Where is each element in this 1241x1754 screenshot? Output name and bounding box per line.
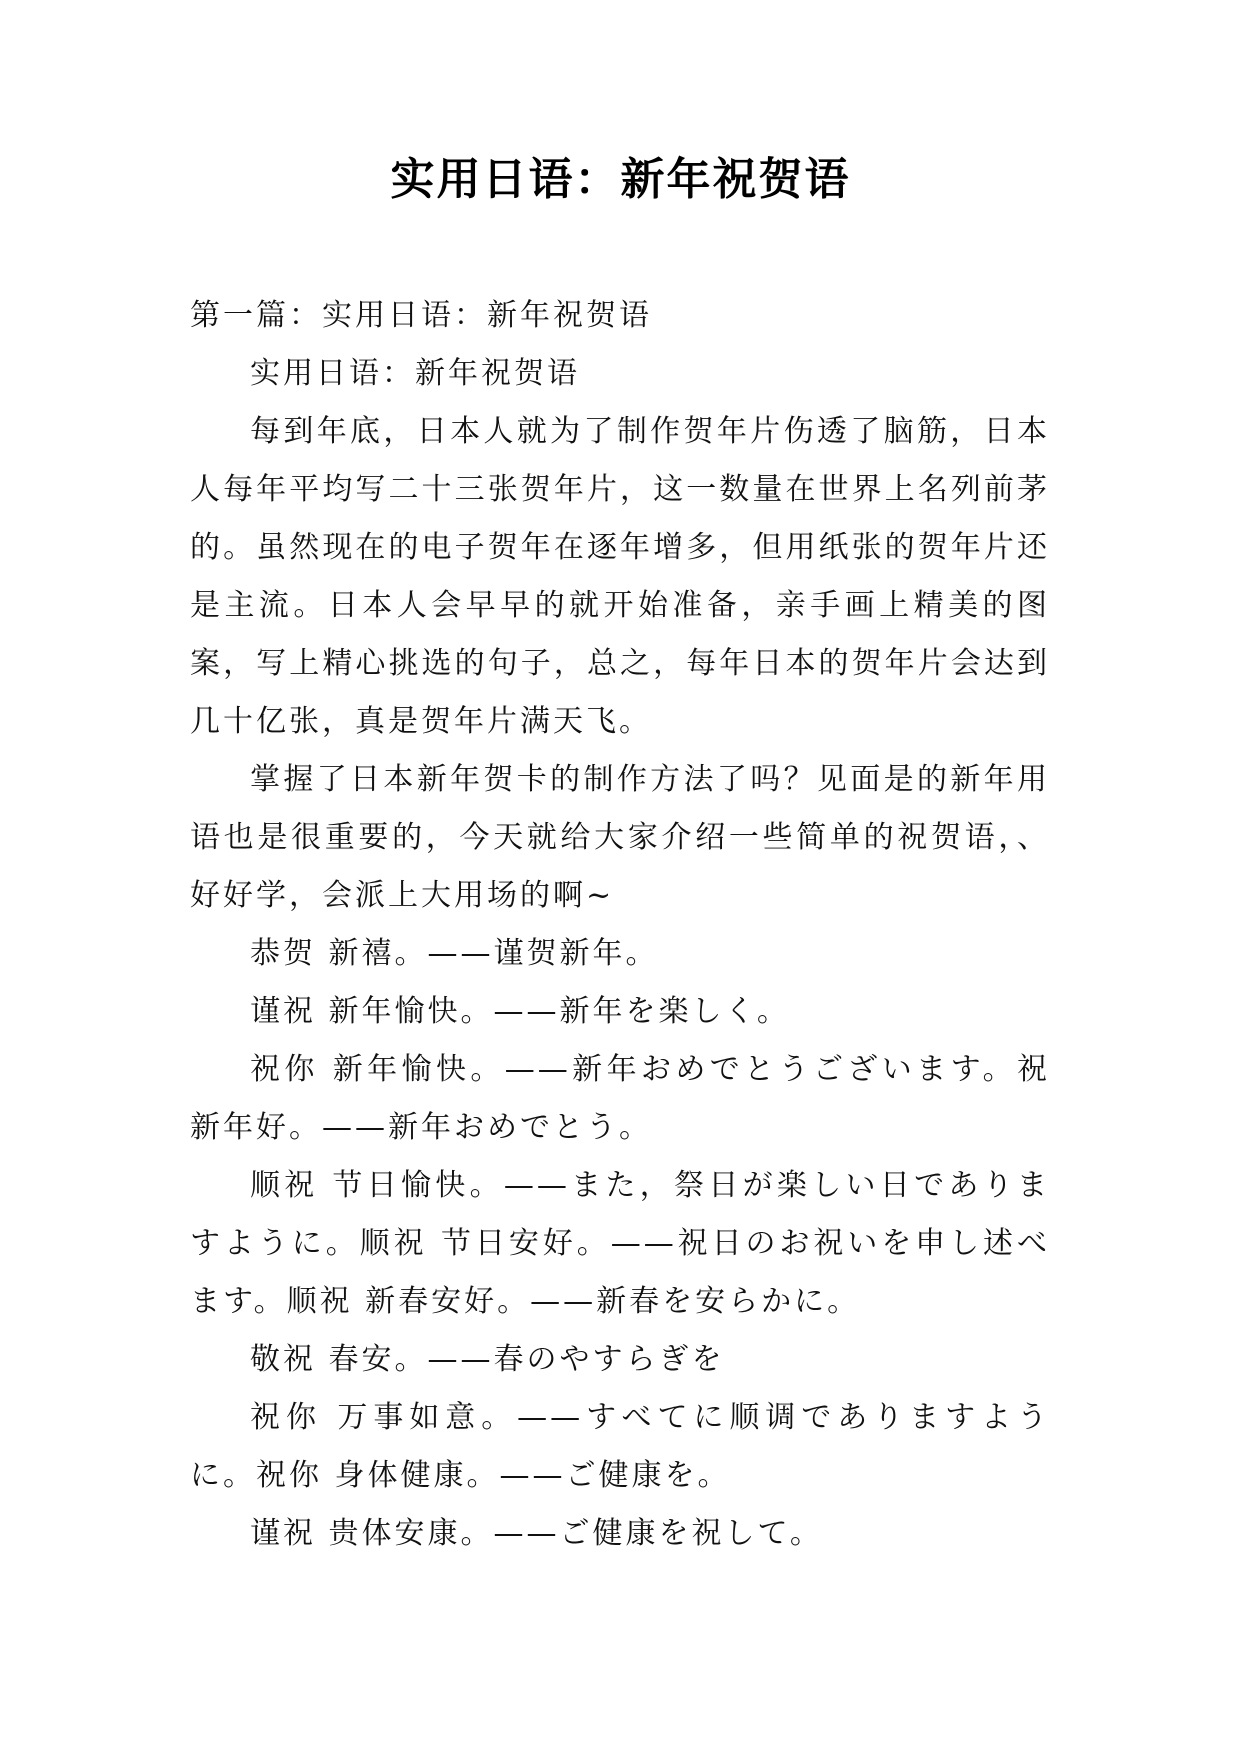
phrase-line: 谨祝 贵体安康。——ご健康を祝して。 <box>250 1516 823 1551</box>
phrase-line: 祝你 新年愉快。——新年おめでとうございます。祝新年好。——新年おめでとう。 <box>190 1052 1050 1145</box>
phrase-line: 敬祝 春安。——春のやすらぎを <box>250 1342 725 1377</box>
paragraph-greeting-intro: 掌握了日本新年贺卡的制作方法了吗？见面是的新年用语也是很重要的，今天就给大家介绍一些简单的祝贺语，、好好学，会派上大用场的啊~ <box>190 762 1050 913</box>
paragraph-intro: 每到年底，日本人就为了制作贺年片伤透了脑筋，日本人每年平均写二十三张贺年片，这一数量在世界上名列前茅的。虽然现在的电子贺年在逐年增多，但用纸张的贺年片还是主流。日本人会早早的就开始准备，亲手画上精美的图案，写上精心挑选的句子，总之，每年日本的贺年片会达到几十亿张，真是贺年片满天飞。 <box>190 414 1050 739</box>
document-body <box>190 287 1050 1563</box>
phrase-line: 顺祝 节日愉快。——また，祭日が楽しい日でありますように。顺祝 节日安好。——祝日のお祝いを申し述べます。顺祝 新春安好。——新春を安らかに。 <box>190 1168 1050 1319</box>
section-heading: 第一篇：实用日语：新年祝贺语 <box>190 298 652 333</box>
phrase-line: 祝你 万事如意。——すべてに顺调でありますように。祝你 身体健康。——ご健康を。 <box>190 1400 1050 1493</box>
article-title-line: 实用日语：新年祝贺语 <box>250 356 580 391</box>
phrase-line: 谨祝 新年愉快。——新年を楽しく。 <box>250 994 790 1029</box>
phrase-line: 恭贺 新禧。——谨贺新年。 <box>250 936 659 971</box>
document-title: 实用日语：新年祝贺语 <box>390 154 851 205</box>
